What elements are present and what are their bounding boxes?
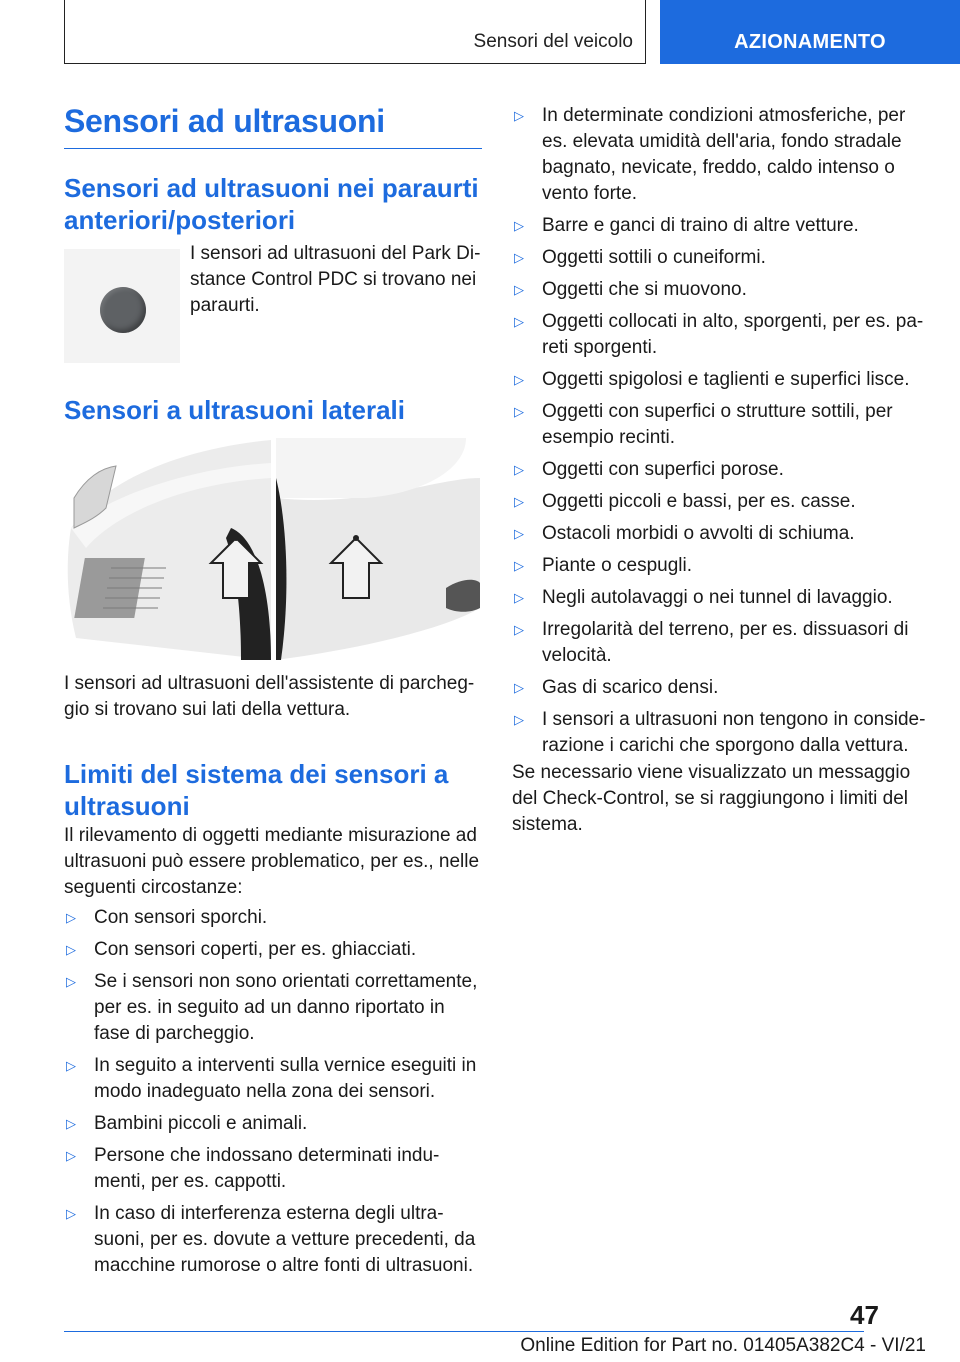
list-item-line: per es. in seguito ad un danno riportato in [94, 997, 445, 1018]
list-item-line: reti sporgenti. [542, 337, 658, 358]
triangle-bullet-icon: ▷ [66, 910, 76, 925]
list-item-line: Bambini piccoli e animali. [94, 1113, 308, 1134]
ultrasonic-sensor-image [64, 249, 180, 363]
list-item [512, 553, 932, 579]
header-section-title: Sensori del veicolo [473, 31, 633, 52]
header-section-box [64, 0, 646, 64]
triangle-bullet-icon: ▷ [66, 942, 76, 957]
list-item-line: vento forte. [542, 183, 638, 204]
list-item [64, 969, 484, 1047]
list-item-line: Oggetti sottili o cuneiformi. [542, 247, 766, 268]
list-item-line: Se i sensori non sono orientati correttamente, [94, 971, 478, 992]
text-line: I sensori ad ultrasuoni del Park Di- [190, 243, 481, 264]
text-line: paraurti. [190, 295, 260, 316]
list-item [64, 1201, 484, 1279]
list-item-line: bagnato, nevicate, freddo, caldo intenso o [542, 157, 895, 178]
text-line: sistema. [512, 814, 583, 835]
triangle-bullet-icon: ▷ [514, 590, 524, 605]
text-line: seguenti circostanze: [64, 877, 243, 898]
triangle-bullet-icon: ▷ [66, 1148, 76, 1163]
text-line: gio si trovano sui lati della vettura. [64, 699, 351, 720]
list-item-line: esempio recinti. [542, 427, 676, 448]
list-item-line: Oggetti piccoli e bassi, per es. casse. [542, 491, 856, 512]
left-limits-list [64, 905, 484, 1285]
text-line: del Check-Control, se si raggiungono i limiti del [512, 788, 909, 809]
triangle-bullet-icon: ▷ [514, 462, 524, 477]
list-item-line: Gas di scarico densi. [542, 677, 719, 698]
list-item [64, 1111, 484, 1137]
text-line: ultrasuoni può essere problematico, per es., nelle [64, 851, 480, 872]
list-item-line: Negli autolavaggi o nei tunnel di lavaggio. [542, 587, 893, 608]
list-item [64, 937, 484, 963]
list-item-line: Ostacoli morbidi o avvolti di schiuma. [542, 523, 855, 544]
list-item-line: velocità. [542, 645, 612, 666]
triangle-bullet-icon: ▷ [514, 712, 524, 727]
triangle-bullet-icon: ▷ [66, 1116, 76, 1131]
heading-line: ultrasuoni [64, 791, 190, 821]
triangle-bullet-icon: ▷ [66, 1206, 76, 1221]
list-item-line: modo inadeguato nella zona dei sensori. [94, 1081, 436, 1102]
list-item [512, 707, 932, 759]
list-item-line: In determinate condizioni atmosferiche, per [542, 105, 906, 126]
right-limits-list [512, 103, 932, 765]
triangle-bullet-icon: ▷ [514, 494, 524, 509]
edition-text: Online Edition for Part no. 01405A382C4 - VI/21 [520, 1335, 926, 1356]
car-rear-panel [276, 438, 480, 660]
car-front-panel [66, 438, 271, 660]
list-item [64, 1053, 484, 1105]
page-number: 47 [850, 1300, 879, 1330]
list-item-line: Oggetti con superfici o strutture sottili, per [542, 401, 893, 422]
list-item-line: Oggetti che si muovono. [542, 279, 747, 300]
heading-line: Limiti del sistema dei sensori a [64, 759, 449, 789]
list-item [512, 103, 932, 207]
list-item [512, 309, 932, 361]
list-item-line: suoni, per es. dovute a vetture precedenti, da [94, 1229, 476, 1250]
triangle-bullet-icon: ▷ [66, 1058, 76, 1073]
list-item [512, 213, 932, 239]
triangle-bullet-icon: ▷ [514, 680, 524, 695]
closing-text [512, 760, 932, 838]
section-heading-system-limits [64, 758, 484, 822]
header-chapter-tab[interactable] [660, 0, 960, 64]
list-item-line: I sensori a ultrasuoni non tengono in conside- [542, 709, 926, 730]
list-item [512, 367, 932, 393]
sensor-dot-icon [100, 287, 146, 333]
text-line: Se necessario viene visualizzato un messaggio [512, 762, 911, 783]
list-item-line: Barre e ganci di traino di altre vetture. [542, 215, 859, 236]
title-divider [64, 148, 482, 149]
triangle-bullet-icon: ▷ [514, 558, 524, 573]
triangle-bullet-icon: ▷ [514, 108, 524, 123]
list-item [512, 245, 932, 271]
section-heading-side-sensors: Sensori a ultrasuoni laterali [64, 395, 405, 425]
list-item [512, 489, 932, 515]
list-item-line: In seguito a interventi sulla vernice eseguiti in [94, 1055, 477, 1076]
list-item-line: Persone che indossano determinati indu- [94, 1145, 440, 1166]
car-side-sensors-image [66, 438, 480, 660]
triangle-bullet-icon: ▷ [514, 404, 524, 419]
text-line: I sensori ad ultrasuoni dell'assistente di parcheg- [64, 673, 475, 694]
footer-divider [64, 1331, 864, 1332]
list-item-line: Oggetti spigolosi e taglienti e superfici lisce. [542, 369, 910, 390]
triangle-bullet-icon: ▷ [66, 974, 76, 989]
list-item-line: In caso di interferenza esterna degli ultra- [94, 1203, 444, 1224]
list-item-line: Oggetti collocati in alto, sporgenti, per es. pa- [542, 311, 924, 332]
list-item-line: fase di parcheggio. [94, 1023, 255, 1044]
list-item-line: Oggetti con superfici porose. [542, 459, 784, 480]
triangle-bullet-icon: ▷ [514, 372, 524, 387]
triangle-bullet-icon: ▷ [514, 526, 524, 541]
page-title: Sensori ad ultrasuoni [64, 103, 385, 139]
list-item [512, 617, 932, 669]
list-item [512, 457, 932, 483]
text-line: stance Control PDC si trovano nei [190, 269, 477, 290]
list-item-line: es. elevata umidità dell'aria, fondo stradale [542, 131, 902, 152]
list-item-line: Con sensori coperti, per es. ghiacciati. [94, 939, 417, 960]
list-item [512, 277, 932, 303]
header-chapter-label: AZIONAMENTO [734, 31, 886, 53]
triangle-bullet-icon: ▷ [514, 282, 524, 297]
list-item-line: menti, per es. cappotti. [94, 1171, 287, 1192]
list-item [64, 1143, 484, 1195]
section-heading-bumper-sensors: Sensori ad ultrasuoni nei paraurti anteriori/posteriori [64, 173, 479, 235]
triangle-bullet-icon: ▷ [514, 622, 524, 637]
list-item [512, 675, 932, 701]
triangle-bullet-icon: ▷ [514, 314, 524, 329]
list-item-line: macchine rumorose o altre fonti di ultrasuoni. [94, 1255, 474, 1276]
list-item-line: Con sensori sporchi. [94, 907, 268, 928]
list-item-line: razione i carichi che sporgono dalla vettura. [542, 735, 909, 756]
side-sensors-text [64, 671, 484, 723]
list-item [512, 585, 932, 611]
system-limits-intro [64, 823, 484, 901]
list-item-line: Irregolarità del terreno, per es. dissuasori di [542, 619, 909, 640]
bumper-sensors-text [190, 241, 485, 319]
list-item [512, 399, 932, 451]
list-item [512, 521, 932, 547]
text-line: Il rilevamento di oggetti mediante misurazione ad [64, 825, 477, 846]
list-item-line: Piante o cespugli. [542, 555, 692, 576]
triangle-bullet-icon: ▷ [514, 218, 524, 233]
triangle-bullet-icon: ▷ [514, 250, 524, 265]
list-item [64, 905, 484, 931]
